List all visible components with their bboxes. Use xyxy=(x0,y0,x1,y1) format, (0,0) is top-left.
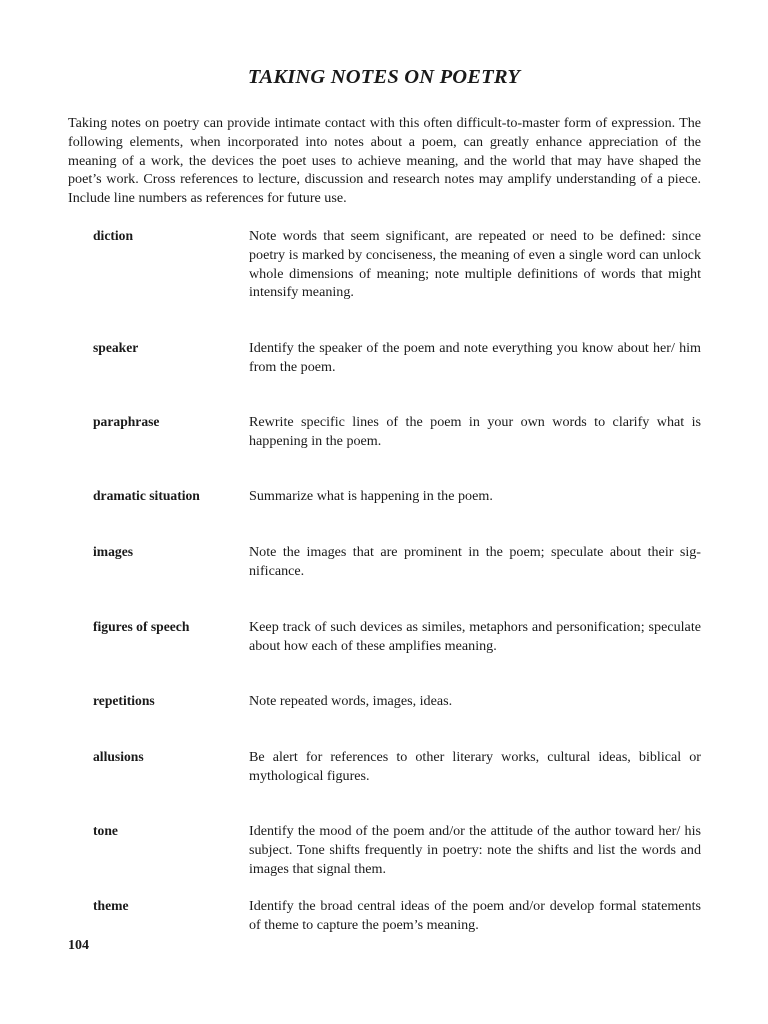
entry-term: dramatic situation xyxy=(93,488,200,503)
entry-description: Be alert for references to other literary works, cultural ideas, biblical or mythological figures. xyxy=(249,749,701,784)
entry-description: Identify the mood of the poem and/or the attitude of the author toward her/ his subject. Tone shifts frequently in poetry: note the shifts and list the words and images that signal them. xyxy=(249,823,701,877)
entry-description: Keep track of such devices as similes, metaphors and personification; speculate about how each of these amplifies meaning. xyxy=(249,619,701,654)
entry-description: Identify the broad central ideas of the poem and/or develop formal statements of theme to capture the poem’s meaning. xyxy=(249,898,701,933)
entry-description: Summarize what is happening in the poem. xyxy=(249,488,493,504)
entry-term: figures of speech xyxy=(93,619,190,634)
entry-description: Note the images that are prominent in the poem; speculate about their significance. xyxy=(249,544,701,579)
entry-term: tone xyxy=(93,823,118,838)
entry-term: speaker xyxy=(93,340,139,355)
page-number: 104 xyxy=(68,938,89,953)
page-title: TAKING NOTES ON POETRY xyxy=(247,66,521,88)
entry-description: Rewrite specific lines of the poem in your own words to clarify what is happening in the poem. xyxy=(249,414,701,449)
entry-term: diction xyxy=(93,228,134,243)
entry-term: images xyxy=(93,544,134,559)
entry-description: Note repeated words, images, ideas. xyxy=(249,693,453,709)
entry-term: repetitions xyxy=(93,693,155,708)
entry-description: Note words that seem significant, are repeated or need to be defined: since poetry is marked by conciseness, the meaning of even a single word can unlock whole dimensions of meaning; note multiple definitions of words that might intensify meaning. xyxy=(249,228,701,301)
entry-term: allusions xyxy=(93,749,144,764)
entry-term: paraphrase xyxy=(93,414,160,429)
entry-term: theme xyxy=(93,898,129,913)
entry-description: Identify the speaker of the poem and note everything you know about her/ him from the poem. xyxy=(249,340,701,375)
intro-paragraph: Taking notes on poetry can provide intimate contact with this often difficult-to-master form of expression. The following elements, when incorporated into notes about a poem, can greatly enhance appreciation of the meaning of a work, the devices the poet uses to achieve meaning, and the world that may have shaped the poet’s work. Cross references to lecture, discussion and research notes may amplify understanding of a piece. Include line numbers as references for future use. xyxy=(68,115,701,207)
